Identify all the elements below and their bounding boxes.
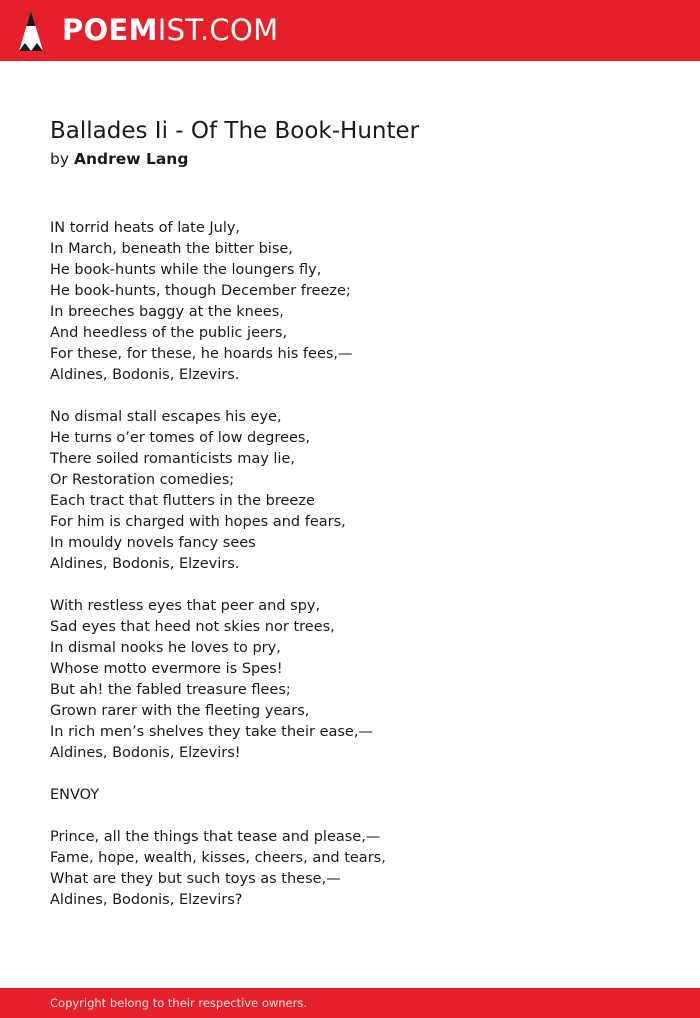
poem-line: Sad eyes that heed not skies nor trees, bbox=[50, 619, 335, 635]
poem-line: For these, for these, he hoards his fees,— bbox=[50, 346, 353, 362]
stanza bbox=[50, 407, 386, 575]
stanza bbox=[50, 827, 386, 911]
poem-line: In mouldy novels fancy sees bbox=[50, 535, 256, 551]
poem-line: What are they but such toys as these,— bbox=[50, 871, 341, 887]
byline bbox=[50, 148, 188, 170]
poem-line: But ah! the fabled treasure flees; bbox=[50, 682, 291, 698]
poem-line: He turns o’er tomes of low degrees, bbox=[50, 430, 311, 446]
poem-line: He book-hunts while the loungers fly, bbox=[50, 262, 322, 278]
poem-title: Ballades Ii - Of The Book-Hunter bbox=[50, 118, 420, 144]
poem-line: Whose motto evermore is Spes! bbox=[50, 661, 283, 677]
poem-line: Aldines, Bodonis, Elzevirs. bbox=[50, 367, 240, 383]
header-bar bbox=[0, 0, 700, 61]
poem-line: Fame, hope, wealth, kisses, cheers, and tears, bbox=[50, 850, 386, 866]
poem-line: Each tract that flutters in the breeze bbox=[50, 493, 315, 509]
author-name: Andrew Lang bbox=[73, 150, 189, 168]
poem-line: In March, beneath the bitter bise, bbox=[50, 241, 293, 257]
stanza bbox=[50, 596, 386, 764]
poem-line: In dismal nooks he loves to pry, bbox=[50, 640, 281, 656]
poem-line: He book-hunts, though December freeze; bbox=[50, 283, 351, 299]
logo-text-bold: POEM bbox=[62, 13, 158, 47]
pencil-tip-icon bbox=[18, 10, 44, 52]
poem-line: Aldines, Bodonis, Elzevirs. bbox=[50, 556, 240, 572]
poem-line: No dismal stall escapes his eye, bbox=[50, 409, 282, 425]
poem-line: IN torrid heats of late July, bbox=[50, 220, 241, 236]
logo-text-light: IST.COM bbox=[157, 13, 279, 47]
poem-body bbox=[50, 218, 386, 932]
poem-line: Prince, all the things that tease and please,— bbox=[50, 829, 381, 845]
poem-line: There soiled romanticists may lie, bbox=[50, 451, 295, 467]
poem-line: For him is charged with hopes and fears, bbox=[50, 514, 346, 530]
copyright-notice: Copyright belong to their respective owners. bbox=[50, 996, 308, 1010]
stanza bbox=[50, 218, 386, 386]
footer-bar bbox=[0, 988, 700, 1018]
poem-line: And heedless of the public jeers, bbox=[50, 325, 288, 341]
stanza-envoy-heading bbox=[50, 785, 386, 806]
poem-line: In breeches baggy at the knees, bbox=[50, 304, 284, 320]
poem-line: With restless eyes that peer and spy, bbox=[50, 598, 321, 614]
poem-line: Aldines, Bodonis, Elzevirs! bbox=[50, 745, 241, 761]
envoy-heading: ENVOY bbox=[50, 787, 100, 803]
poem-line: Or Restoration comedies; bbox=[50, 472, 235, 488]
by-label: by bbox=[50, 150, 70, 168]
poem-line: Grown rarer with the fleeting years, bbox=[50, 703, 310, 719]
site-logo[interactable] bbox=[62, 12, 278, 48]
poem-line: Aldines, Bodonis, Elzevirs? bbox=[50, 892, 243, 908]
poem-line: In rich men’s shelves they take their ease,— bbox=[50, 724, 373, 740]
